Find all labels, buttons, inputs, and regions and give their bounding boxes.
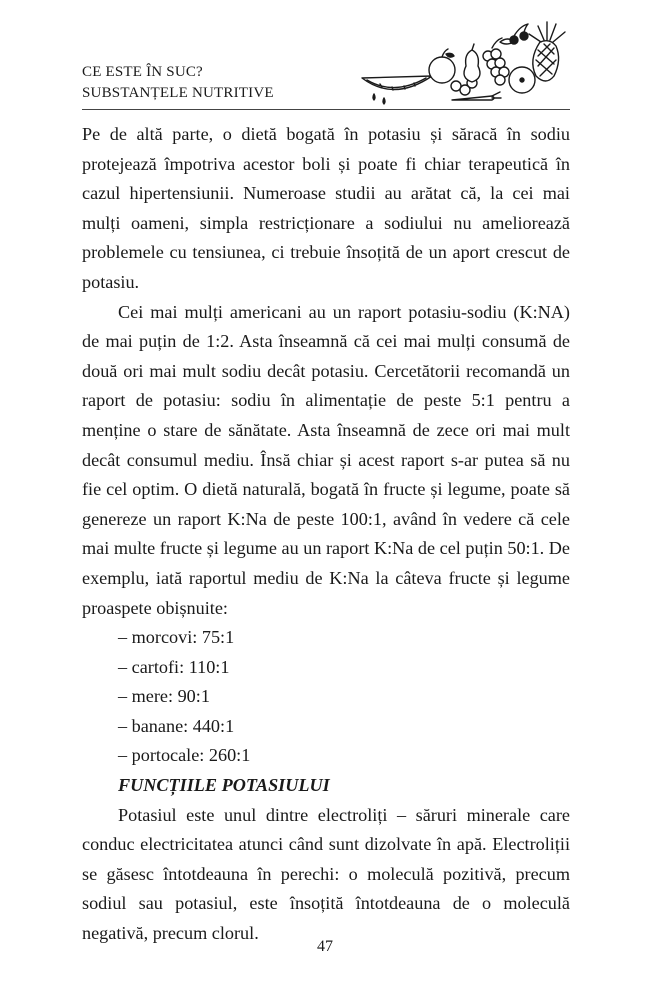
paragraph-1: Pe de altă parte, o dietă bogată în potasiu și săracă în sodiu protejează împotriva acestor boli și poate fi chiar terapeutică în cazul hipertensiunii. Numeroase studii au arătat că, la cei mai mulți oameni, simpla restricționare a sodiului nu ameliorează problemele cu tensiunea, ci trebuie însoțită de un aport crescut de potasiu. bbox=[82, 124, 570, 292]
header-line-1: CE ESTE ÎN SUC? bbox=[82, 64, 203, 80]
paragraph-3: Potasiul este unul dintre electroliți – săruri minerale care conduc electricitatea atunci când sunt dizolvate în apă. Electroliții se găsesc întotdeauna în perechi: o moleculă pozitivă, precum sodiul sau potasiul, este însoțită întotdeauna de o moleculă negativă, precum clorul. bbox=[82, 804, 570, 944]
page-body bbox=[82, 120, 570, 949]
running-header-text bbox=[82, 62, 274, 104]
section-title: FUNCȚIILE POTASIULUI bbox=[118, 775, 330, 796]
ratio-list bbox=[82, 623, 570, 771]
list-item: – portocale: 260:1 bbox=[118, 745, 251, 766]
page-number: 47 bbox=[317, 938, 333, 955]
paragraph-2: Cei mai mulți americani au un raport potasiu-sodiu (K:NA) de mai puțin de 1:2. Asta înseamnă că cei mai mulți consumă de două ori mai mult sodiu decât potasiu. Cercetătorii recomandă un raport de potasiu: sodiu în alimentație de peste 5:1 pentru a menține o stare de sănătate. Asta înseamnă de zece ori mai mult decât consumul mediu. Însă chiar și acest raport s-ar putea să nu fie cel optim. O dietă naturală, bogată în fructe și legume, poate să genereze un raport K:Na de peste 100:1, având în vedere că cele mai multe fructe și legume au un raport K:Na de cel puțin 50:1. De exemplu, iată raportul mediu de K:Na la câteva fructe și legume proaspete obișnuite: bbox=[82, 301, 570, 618]
list-item: – cartofi: 110:1 bbox=[118, 656, 230, 677]
fruit-vegetables-illustration-icon bbox=[354, 20, 570, 106]
header-line-2: SUBSTANȚELE NUTRITIVE bbox=[82, 85, 274, 101]
header-rule bbox=[82, 109, 570, 110]
list-item: – morcovi: 75:1 bbox=[118, 627, 235, 648]
running-header bbox=[82, 20, 570, 110]
list-item: – mere: 90:1 bbox=[118, 686, 210, 707]
list-item: – banane: 440:1 bbox=[118, 715, 235, 736]
